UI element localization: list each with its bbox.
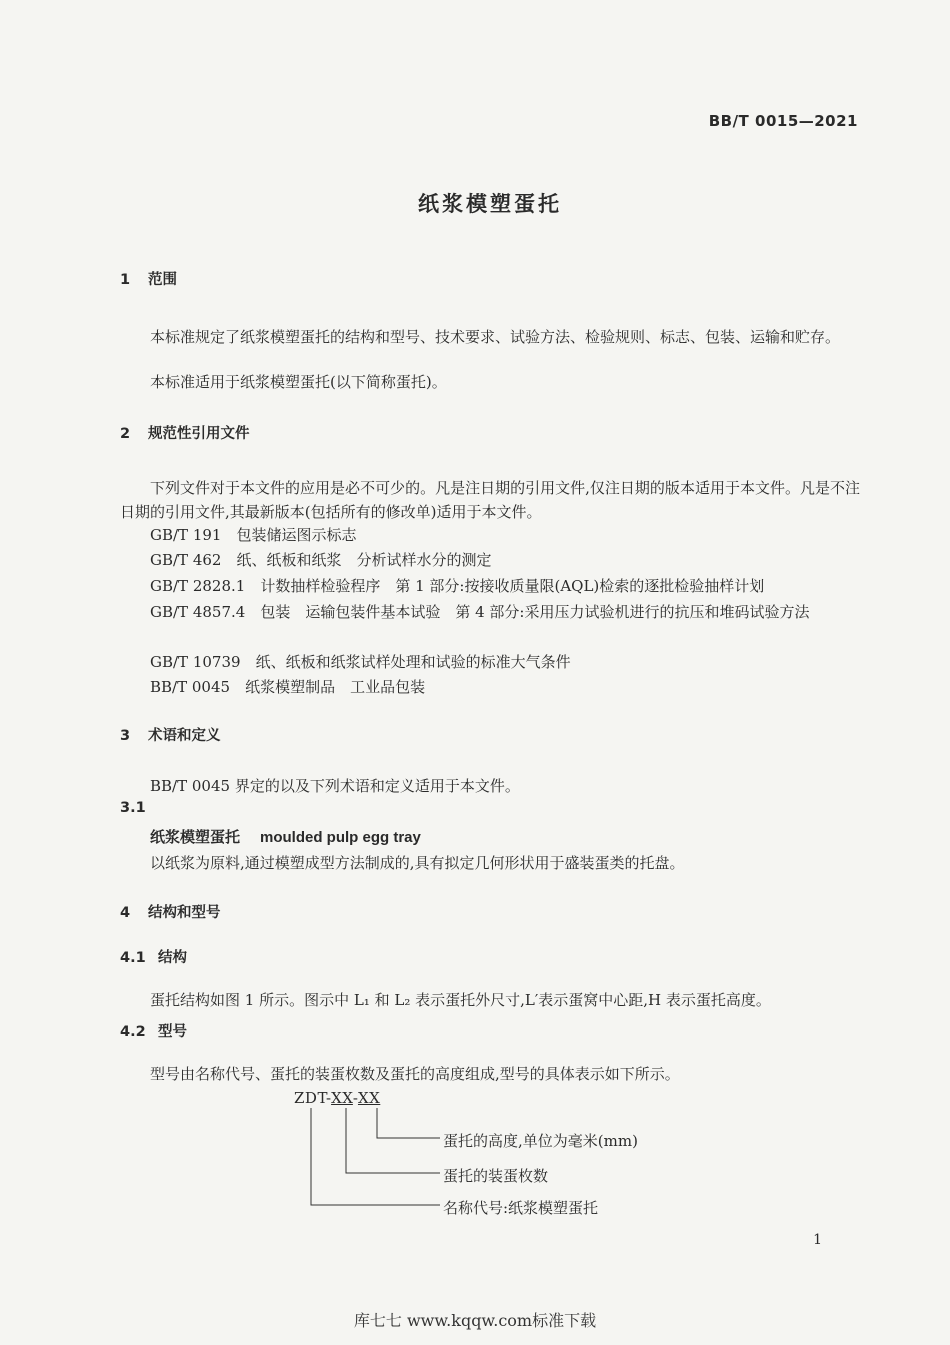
term-number: 3.1 [120, 800, 146, 816]
section-2-intro: 下列文件对于本文件的应用是必不可少的。凡是注日期的引用文件,仅注日期的版本适用于本文件。凡是不注日期的引用文件,其最新版本(包括所有的修改单)适用于本文件。 [120, 479, 860, 521]
subsection-title: 结构 [158, 950, 187, 966]
reference-code: GB/T 4857.4 [150, 603, 246, 621]
footer-watermark: 库七七 www.kqqw.com标准下载 [353, 1311, 597, 1330]
model-separator: - [352, 1089, 358, 1107]
term-english: moulded pulp egg tray [260, 829, 421, 846]
page-number: 1 [813, 1232, 822, 1248]
reference-code: GB/T 10739 [150, 653, 241, 671]
reference-title: 包装储运图示标志 [236, 526, 357, 544]
reference-title: 纸、纸板和纸浆试样处理和试验的标准大气条件 [255, 653, 571, 671]
section-1-para-1: 本标准规定了纸浆模塑蛋托的结构和型号、技术要求、试验方法、检验规则、标志、包装、运输和贮存。 [150, 328, 841, 346]
reference-title: 纸、纸板和纸浆 分析试样水分的测定 [236, 551, 492, 569]
reference-code: GB/T 191 [150, 526, 222, 544]
term-definition: 以纸浆为原料,通过模塑成型方法制成的,具有拟定几何形状用于盛装蛋类的托盘。 [150, 854, 685, 872]
reference-code: BB/T 0045 [150, 678, 231, 696]
reference-title: 计数抽样检验程序 第 1 部分:按接收质量限(AQL)检索的逐批检验抽样计划 [260, 577, 765, 595]
section-number: 1 [120, 272, 131, 288]
section-number: 3 [120, 728, 131, 744]
reference-code: GB/T 462 [150, 551, 222, 569]
subsection-number: 4.1 [120, 950, 146, 966]
label-count: 蛋托的装蛋枚数 [443, 1167, 549, 1185]
label-name: 名称代号:纸浆模塑蛋托 [443, 1199, 599, 1217]
section-1-para-2: 本标准适用于纸浆模塑蛋托(以下简称蛋托)。 [150, 373, 447, 391]
term-chinese: 纸浆模塑蛋托 [150, 828, 241, 846]
leader-line-height [377, 1108, 440, 1138]
leader-line-count [346, 1108, 440, 1173]
reference-title: 纸浆模塑制品 工业品包装 [245, 678, 426, 696]
section-number: 4 [120, 905, 131, 921]
subsection-number: 4.2 [120, 1024, 146, 1040]
section-title: 术语和定义 [148, 728, 221, 744]
model-prefix: ZDT- [294, 1089, 332, 1107]
section-title: 规范性引用文件 [148, 426, 250, 442]
reference-title: 包装 运输包装件基本试验 第 4 部分:采用压力试验机进行的抗压和堆码试验方法 [260, 603, 810, 621]
section-3-intro: BB/T 0045 界定的以及下列术语和定义适用于本文件。 [150, 777, 520, 795]
section-title: 结构和型号 [148, 905, 221, 921]
leader-line-name [311, 1108, 440, 1205]
label-height: 蛋托的高度,单位为毫米(mm) [443, 1132, 638, 1150]
document-title: 纸浆模塑蛋托 [418, 192, 562, 216]
model-placeholder-count: XX [331, 1089, 353, 1107]
section-number: 2 [120, 426, 131, 442]
structure-text: 蛋托结构如图 1 所示。图示中 L₁ 和 L₂ 表示蛋托外尺寸,L′表示蛋窝中心距,H 表示蛋托高度。 [150, 991, 771, 1009]
subsection-title: 型号 [158, 1024, 187, 1040]
reference-code: GB/T 2828.1 [150, 577, 246, 595]
standard-code: BB/T 0015—2021 [708, 112, 858, 130]
section-title: 范围 [148, 272, 177, 288]
model-text: 型号由名称代号、蛋托的装蛋枚数及蛋托的高度组成,型号的具体表示如下所示。 [150, 1065, 680, 1083]
model-placeholder-height: XX [357, 1089, 381, 1107]
